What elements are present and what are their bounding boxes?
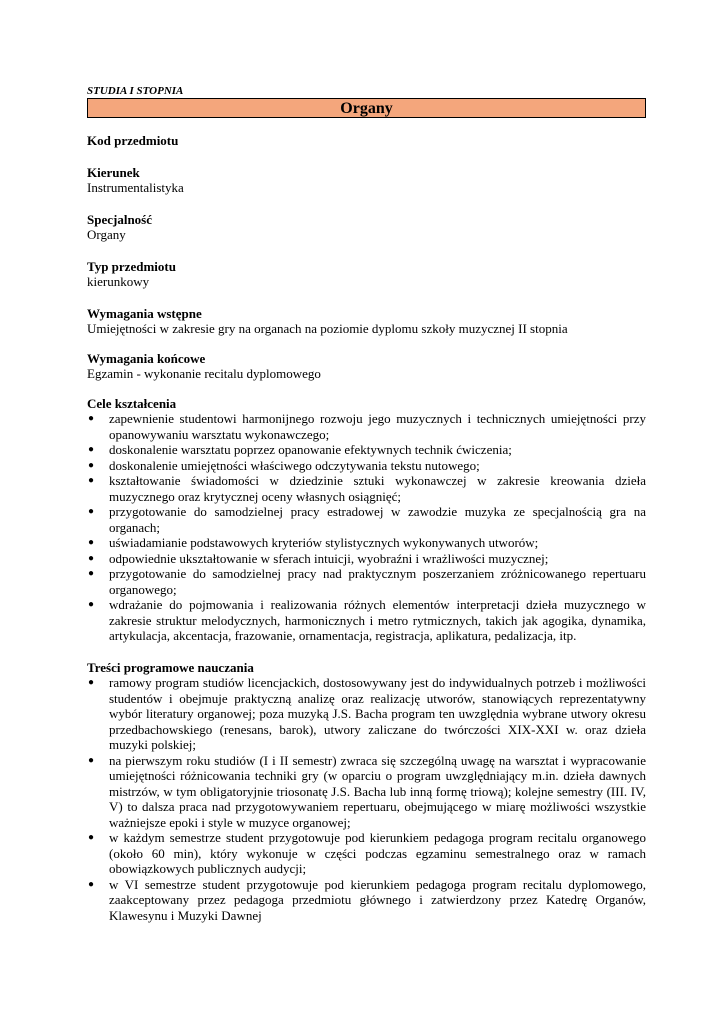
subject-title: Organy [87, 98, 646, 118]
list-item [87, 551, 646, 567]
field-label: Kod przedmiotu [87, 133, 179, 148]
field-wymagania-koncowe [87, 351, 646, 382]
list-item-text: zapewnienie studentowi harmonijnego rozwoju jego muzycznych i technicznych umiejętności przy opanowywaniu warsztatu wykonawczego; [109, 411, 646, 442]
list-item [87, 458, 646, 474]
field-specjalnosc [87, 212, 646, 243]
bullet-icon: ● [87, 552, 95, 564]
field-value: Umiejętności w zakresie gry na organach na poziomie dyplomu szkoły muzycznej II stopnia [87, 321, 568, 336]
list-item [87, 504, 646, 535]
list-item-text: odpowiednie ukształtowanie w sferach intuicji, wyobraźni i wrażliwości muzycznej; [109, 550, 549, 566]
list-item [87, 597, 646, 644]
bullet-icon: ● [87, 677, 95, 688]
bullet-icon: ● [87, 475, 95, 486]
field-kod-przedmiotu [87, 133, 646, 149]
bullet-icon: ● [87, 599, 95, 610]
list-item-text: uświadamianie podstawowych kryteriów stylistycznych wykonywanych utworów; [109, 535, 539, 550]
field-value: Organy [87, 227, 126, 242]
list-item-text: doskonalenie warsztatu poprzez opanowanie efektywnych technik ćwiczenia; [109, 442, 512, 457]
list-item-text: przygotowanie do samodzielnej pracy nad praktycznym poszerzaniem zróżnicowanego repertuaru organowego; [109, 566, 646, 597]
cele-ksztalcenia-section [87, 396, 646, 644]
bullet-icon: ● [87, 832, 95, 843]
bullet-icon: ● [87, 537, 95, 548]
bullet-icon: ● [87, 444, 95, 455]
list-item [87, 473, 646, 504]
field-label: Typ przedmiotu [87, 258, 176, 274]
bullet-icon: ● [87, 878, 95, 890]
field-label: Specjalność [87, 211, 152, 227]
list-item-text: doskonalenie umiejętności właściwego odczytywania tekstu nutowego; [109, 457, 480, 473]
list-item [87, 753, 646, 831]
tresci-list [87, 675, 646, 923]
list-item-text: przygotowanie do samodzielnej pracy estradowej w zawodzie muzyka ze specjalnością gra na organach; [109, 504, 646, 535]
list-item [87, 442, 646, 458]
list-item-text: w każdym semestrze student przygotowuje pod kierunkiem pedagoga program recitalu organowego (około 60 min), który wykonuje w części podczas egzaminu semestralnego oraz w ramach obowiązkowych publicznych audycji; [109, 830, 646, 876]
bullet-icon: ● [87, 754, 95, 766]
field-typ-przedmiotu [87, 259, 646, 290]
tresci-programowe-section [87, 660, 646, 924]
field-value: Instrumentalistyka [87, 180, 184, 195]
list-item [87, 830, 646, 877]
list-item [87, 675, 646, 753]
field-value: Egzamin - wykonanie recitalu dyplomowego [87, 366, 321, 381]
list-item [87, 535, 646, 551]
section-heading: Treści programowe nauczania [87, 659, 254, 675]
list-item-text: kształtowanie świadomości w dziedzinie sztuki wykonawczej w zakresie kreowania dzieła muzycznego oraz krytycznej oceny własnych osiągnięć; [109, 473, 646, 504]
study-level-label: STUDIA I STOPNIA [87, 85, 184, 97]
list-item-text: ramowy program studiów licencjackich, dostosowywany jest do indywidualnych potrzeb i możliwości studentów i obejmuje praktyczną analizę oraz realizację utworów, stanowiących reprezentatywny wybór literatury organowej; poza muzyką J.S. Bacha program ten uwzględnia wybrane utwory okresu przedbachowskiego (renesans, barok), utwory zaliczane do twórczości XIX-XXI w. oraz dzieła muzyki polskiej; [109, 675, 646, 752]
field-label: Kierunek [87, 164, 140, 180]
section-heading: Cele kształcenia [87, 395, 177, 411]
document-page [87, 84, 646, 923]
list-item-text: wdrażanie do pojmowania i realizowania różnych elementów interpretacji dzieła muzycznego w zakresie struktur melodycznych, harmonicznych i metro rytmicznych, takich jak agogika, dynamika, artykulacja, akcentacja, frazowanie, ornamentacja, registracja, aplikatura, pedalizacja, itp. [109, 597, 646, 643]
bullet-icon: ● [87, 459, 95, 471]
field-value: kierunkowy [87, 274, 150, 289]
list-item-text: w VI semestrze student przygotowuje pod kierunkiem pedagoga program recitalu dyplomowego, zaakceptowany przez pedagoga przedmiotu głównego i zatwierdzony przez Katedrę Organów, Klawesynu i Muzyki Dawnej [109, 876, 646, 923]
field-label: Wymagania wstępne [87, 305, 202, 321]
field-kierunek [87, 165, 646, 196]
list-item [87, 566, 646, 597]
field-label: Wymagania końcowe [87, 350, 206, 366]
list-item [87, 411, 646, 442]
cele-list [87, 411, 646, 644]
bullet-icon: ● [87, 568, 95, 579]
list-item-text: na pierwszym roku studiów (I i II semestr) zwraca się szczególną uwagę na warsztat i wypracowanie umiejętności różnicowania techniki gry (w oparciu o program uwzględniający m.in. dzieła dawnych mistrzów, w tym obligatoryjnie triosonatę J.S. Bacha lub inną formę triową); kolejne semestry (III. IV, V) to dalsza praca nad przygotowywaniem repertuaru, obejmującego w miarę możliwości wszystkie ważniejsze epoki i style w muzyce organowej; [109, 752, 646, 830]
bullet-icon: ● [87, 506, 95, 517]
field-wymagania-wstepne [87, 306, 646, 337]
list-item [87, 877, 646, 924]
bullet-icon: ● [87, 413, 95, 424]
